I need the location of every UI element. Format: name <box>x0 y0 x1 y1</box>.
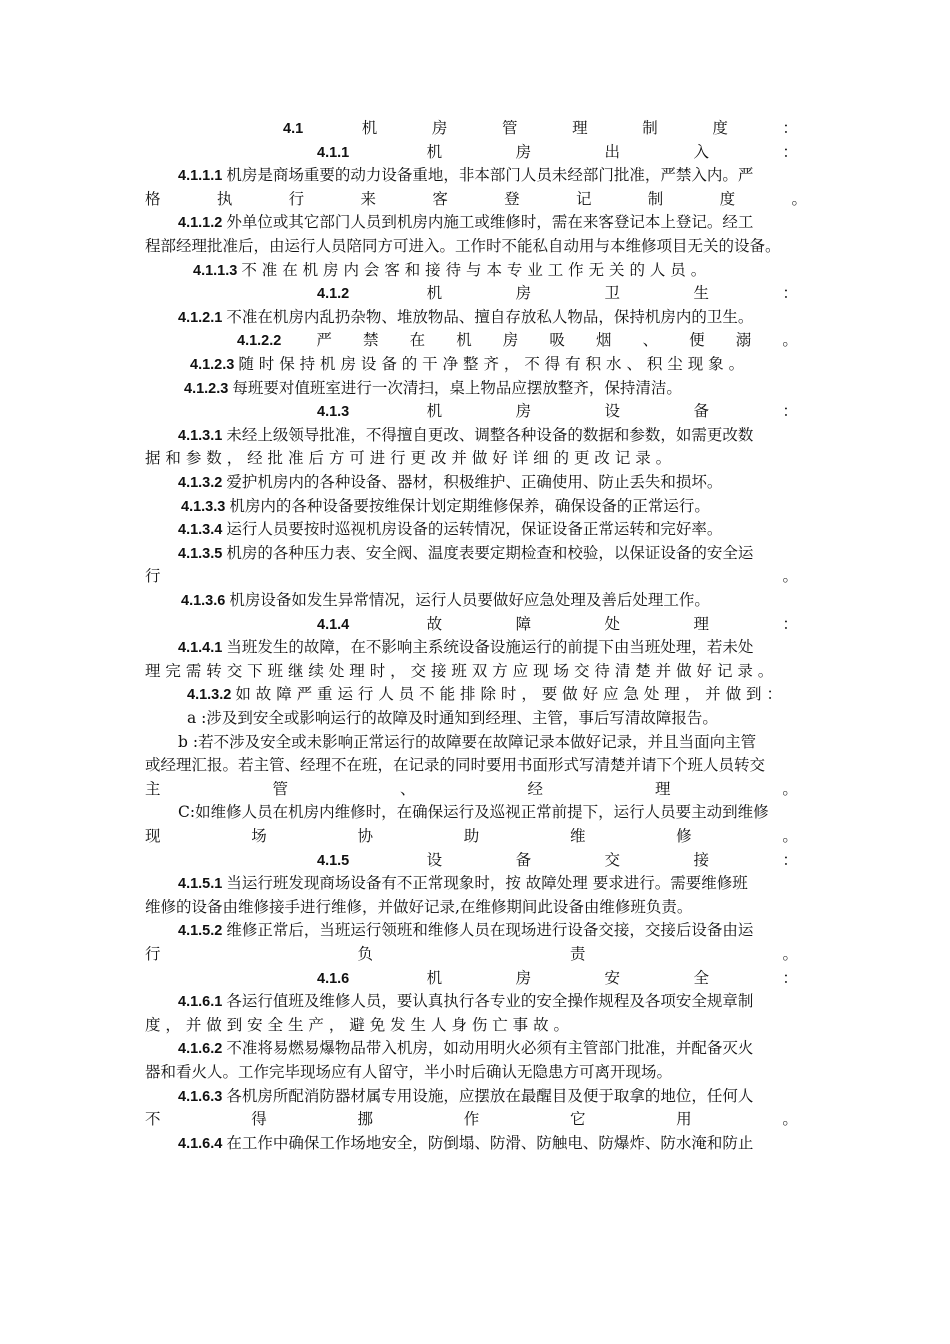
clause-number: 4.1.3.2 <box>187 687 232 703</box>
clause-text: 如 故 障 严 重 运 行 人 员 不 能 排 除 时 ， 要 做 好 应 急 处 理 ， 并 做 到 ： <box>235 685 782 703</box>
clause-text: 不准将易燃易爆物品带入机房，如动用明火必须有主管部门批准，并配备灭火 <box>226 1039 754 1057</box>
text-token: 行 <box>288 190 305 208</box>
text-line <box>178 1084 807 1109</box>
text-token: 来 <box>360 190 376 208</box>
text-token: 接 <box>693 851 709 869</box>
text-token: 作 <box>463 1110 480 1128</box>
clause-text: 各运行值班及维修人员，要认真执行各专业的安全操作规程及各项安全规章制 <box>226 992 754 1010</box>
text-line <box>317 399 798 424</box>
text-token: 管 <box>501 119 518 137</box>
text-line <box>181 494 807 519</box>
text-token: 行 <box>145 567 161 585</box>
text-token: 吸 <box>549 331 565 349</box>
text-token: 设 <box>426 851 443 869</box>
clause-number: 4.1.2.3 <box>184 381 229 397</box>
text-line <box>317 966 798 991</box>
text-line <box>178 541 807 566</box>
text-line <box>145 564 798 589</box>
text-token: 房 <box>515 284 532 302</box>
text-line <box>145 895 807 920</box>
text-line <box>178 470 807 495</box>
clause-number: 4.1.5.1 <box>178 876 223 892</box>
text-token: 理 <box>572 119 588 137</box>
text-line <box>178 423 807 448</box>
text-line <box>178 635 807 660</box>
clause-number: 4.1.1.2 <box>178 215 223 231</box>
text-token: 度 <box>719 190 736 208</box>
text-token: 、 <box>399 780 416 798</box>
text-token: 登 <box>504 190 520 208</box>
text-token: ： <box>782 402 798 420</box>
text-token: ： <box>782 143 798 161</box>
text-line <box>317 140 798 165</box>
clause-text: 维修正常后，当班运行领班和维修人员在现场进行设备交接，交接后设备由运 <box>226 921 754 939</box>
text-token: 责 <box>569 945 586 963</box>
text-token: ： <box>782 119 798 137</box>
text-token: 。 <box>782 567 798 585</box>
text-token: 4.1.3 <box>317 404 350 420</box>
text-line <box>145 824 798 849</box>
text-token: 理 <box>693 615 709 633</box>
text-token: 4.1.2 <box>317 286 350 302</box>
text-token: 主 <box>145 780 161 798</box>
text-token: 房 <box>515 143 532 161</box>
text-token: 禁 <box>363 331 379 349</box>
text-line <box>145 1060 807 1085</box>
text-token: 障 <box>515 615 532 633</box>
text-token: 用 <box>676 1110 692 1128</box>
text-token: 不 <box>145 1110 161 1128</box>
clause-text: 机房内的各种设备要按维保计划定期维修保养，确保设备的正常运行。 <box>229 497 710 515</box>
clause-text: 机房是商场重要的动力设备重地，非本部门人员未经部门批准，严禁入内。严 <box>226 166 754 184</box>
text-token: ： <box>782 969 798 987</box>
clause-number: 4.1.3.5 <box>178 546 223 562</box>
text-token: 管 <box>272 780 288 798</box>
clause-text: 机房设备如发生异常情况，运行人员要做好应急处理及善后处理工作。 <box>229 591 710 609</box>
text-line <box>145 187 807 212</box>
clause-number: 4.1.6.2 <box>178 1041 223 1057</box>
text-token: 备 <box>515 851 532 869</box>
text-token: 度 <box>712 119 728 137</box>
text-token: 故 <box>426 615 443 633</box>
text-token: 维 <box>569 827 586 845</box>
text-line <box>317 612 798 637</box>
text-token: 记 <box>575 190 592 208</box>
text-line <box>178 305 807 330</box>
text-token: 机 <box>426 284 443 302</box>
clause-text: 当运行班发现商场设备有不正常现象时，按 故障处理 要求进行。需要维修班 <box>226 874 748 892</box>
clause-text: 器和看火人。工作完毕现场应有人留守，半小时后确认无隐患方可离开现场。 <box>145 1063 673 1081</box>
text-token: 便 <box>689 331 705 349</box>
text-token: 4.1.1 <box>317 145 350 161</box>
text-token: 备 <box>693 402 709 420</box>
clause-number: 4.1.6.1 <box>178 994 223 1010</box>
clause-text: 程部经理批准后，由运行人员陪同方可进入。工作时不能私自动用与本维修项目无关的设备。 <box>145 237 781 255</box>
clause-number: 4.1.1.3 <box>193 263 238 279</box>
text-line <box>317 848 798 873</box>
text-token: 房 <box>502 331 519 349</box>
text-token: 严 <box>316 331 332 349</box>
clause-number: 4.1.6.3 <box>178 1089 223 1105</box>
text-token: 设 <box>604 402 621 420</box>
text-line <box>237 328 798 353</box>
text-token: 房 <box>431 119 448 137</box>
clause-text: 在工作中确保工作场地安全，防倒塌、防滑、防触电、防爆炸、防水淹和防止 <box>226 1134 754 1152</box>
text-token: 出 <box>604 143 621 161</box>
text-token: 机 <box>426 402 443 420</box>
text-token: 行 <box>145 945 161 963</box>
clause-number: 4.1.3.4 <box>178 522 223 538</box>
text-line <box>190 352 807 377</box>
clause-number: 4.1.3.1 <box>178 428 223 444</box>
text-token: 助 <box>463 827 480 845</box>
clause-text: 不准在机房内乱扔杂物、堆放物品、擅自存放私人物品，保持机房内的卫生。 <box>226 308 754 326</box>
text-line <box>145 234 807 259</box>
text-token: ： <box>782 615 798 633</box>
clause-number: 4.1.2.3 <box>190 357 235 373</box>
text-line <box>187 682 807 707</box>
clause-text: 不 准 在 机 房 内 会 客 和 接 待 与 本 专 业 工 作 无 关 的 人 员 。 <box>241 261 707 279</box>
clause-text: a :涉及到安全或影响运行的故障及时通知到经理、主管，事后写清故障报告。 <box>187 709 718 727</box>
text-token: 制 <box>642 119 658 137</box>
text-token: 4.1 <box>283 121 304 137</box>
clause-text: 各机房所配消防器材属专用设施，应摆放在最醒目及便于取拿的地位，任何人 <box>226 1087 754 1105</box>
text-line <box>178 800 807 825</box>
text-line <box>145 777 798 802</box>
clause-text: 机房的各种压力表、安全阀、温度表要定期检查和校验，以保证设备的安全运 <box>226 544 754 562</box>
clause-text: b :若不涉及安全或未影响正常运行的故障要在故障记录本做好记录，并且当面向主管 <box>178 733 757 751</box>
text-token: 交 <box>604 851 621 869</box>
text-token: 烟 <box>595 331 612 349</box>
clause-number: 4.1.4.1 <box>178 640 223 656</box>
text-line <box>178 989 807 1014</box>
text-token: 机 <box>361 119 378 137</box>
text-token: 溺 <box>735 331 752 349</box>
text-line <box>145 753 807 778</box>
clause-text: 当班发生的故障，在不影响主系统设备设施运行的前提下由当班处理，若未处 <box>226 638 754 656</box>
text-line <box>178 163 807 188</box>
clause-number: 4.1.3.6 <box>181 593 226 609</box>
text-token: 它 <box>569 1110 586 1128</box>
clause-number: 4.1.3.3 <box>181 499 226 515</box>
text-token: 4.1.5 <box>317 853 350 869</box>
text-token: 安 <box>604 969 621 987</box>
text-token: ： <box>782 284 798 302</box>
clause-number: 4.1.3.2 <box>178 475 223 491</box>
clause-text: 外单位或其它部门人员到机房内施工或维修时，需在来客登记本上登记。经工 <box>226 213 754 231</box>
text-token: ： <box>782 851 798 869</box>
clause-text: 维修的设备由维修接手进行维修，并做好记录,在维修期间此设备由维修班负责。 <box>145 898 693 916</box>
text-token: 入 <box>693 143 709 161</box>
clause-text: 随 时 保 持 机 房 设 备 的 干 净 整 齐 ， 不 得 有 积 水 、 积 尘 现 象 。 <box>238 355 745 373</box>
text-token: 客 <box>432 190 448 208</box>
clause-text: 每班要对值班室进行一次清扫，桌上物品应摆放整齐，保持清洁。 <box>232 379 682 397</box>
text-token: 卫 <box>604 284 621 302</box>
text-line <box>283 116 798 141</box>
text-token: 机 <box>456 331 472 349</box>
text-line <box>193 258 807 283</box>
text-token: 机 <box>426 969 443 987</box>
text-line <box>145 1107 798 1132</box>
clause-number: 4.1.2.1 <box>178 310 223 326</box>
text-line <box>145 1013 807 1038</box>
text-line <box>145 659 807 684</box>
clause-text: 度 ， 并 做 到 安 全 生 产 ， 避 免 发 生 人 身 伤 亡 事 故 。 <box>145 1016 570 1034</box>
text-line <box>187 706 807 731</box>
text-line <box>181 588 807 613</box>
text-token: 得 <box>251 1110 267 1128</box>
text-token: 在 <box>409 331 426 349</box>
text-line <box>145 446 807 471</box>
text-token: 经 <box>527 780 543 798</box>
clause-number: 4.1.6.4 <box>178 1136 223 1152</box>
text-token: 制 <box>647 190 664 208</box>
clause-text: 理 完 需 转 交 下 班 继 续 处 理 时 ， 交 接 班 双 方 应 现 场 交 待 清 楚 并 做 好 记 录 。 <box>145 662 774 680</box>
clause-text: 据 和 参 数 ， 经 批 准 后 方 可 进 行 更 改 并 做 好 详 细 的 更 改 记 录 。 <box>145 449 672 467</box>
text-token: 房 <box>515 969 532 987</box>
text-token: 4.1.2.2 <box>237 333 282 349</box>
text-token: 处 <box>604 615 621 633</box>
text-token: 理 <box>654 780 671 798</box>
text-line <box>178 517 807 542</box>
text-line <box>178 730 878 755</box>
text-line <box>178 871 807 896</box>
text-line <box>178 1131 807 1156</box>
clause-text: C:如维修人员在机房内维修时，在确保运行及巡视正常前提下，运行人员要主动到维修 <box>178 803 769 821</box>
text-token: 负 <box>357 945 373 963</box>
text-token: 现 <box>145 827 161 845</box>
text-line <box>145 942 798 967</box>
text-token: 执 <box>216 190 233 208</box>
text-token: 格 <box>145 190 161 208</box>
clause-text: 运行人员要按时巡视机房设备的运转情况，保证设备正常运转和完好率。 <box>226 520 723 538</box>
text-token: 生 <box>693 284 709 302</box>
text-token: 机 <box>426 143 443 161</box>
text-token: 协 <box>357 827 373 845</box>
text-token: 场 <box>251 827 267 845</box>
clause-number: 4.1.5.2 <box>178 923 223 939</box>
text-token: 挪 <box>357 1110 373 1128</box>
text-token: 。 <box>791 190 807 208</box>
text-token: 修 <box>676 827 692 845</box>
text-line <box>178 918 807 943</box>
text-line <box>184 376 807 401</box>
clause-text: 未经上级领导批准，不得擅自更改、调整各种设备的数据和参数，如需更改数 <box>226 426 754 444</box>
clause-text: 爱护机房内的各种设备、器材，积极维护、正确使用、防止丢失和损坏。 <box>226 473 723 491</box>
text-token: 、 <box>642 331 659 349</box>
text-token: 4.1.6 <box>317 971 350 987</box>
text-token: 房 <box>515 402 532 420</box>
text-line <box>317 281 798 306</box>
text-token: 。 <box>782 331 798 349</box>
text-line <box>178 1036 807 1061</box>
text-token: 。 <box>782 1110 798 1128</box>
text-token: 。 <box>782 780 798 798</box>
clause-number: 4.1.1.1 <box>178 168 223 184</box>
text-token: 全 <box>693 969 709 987</box>
text-token: 。 <box>782 827 798 845</box>
clause-text: 或经理汇报。若主管、经理不在班，在记录的同时要用书面形式写清楚并请下个班人员转交 <box>145 756 766 774</box>
text-token: 4.1.4 <box>317 617 350 633</box>
text-line <box>178 210 807 235</box>
text-token: 。 <box>782 945 798 963</box>
